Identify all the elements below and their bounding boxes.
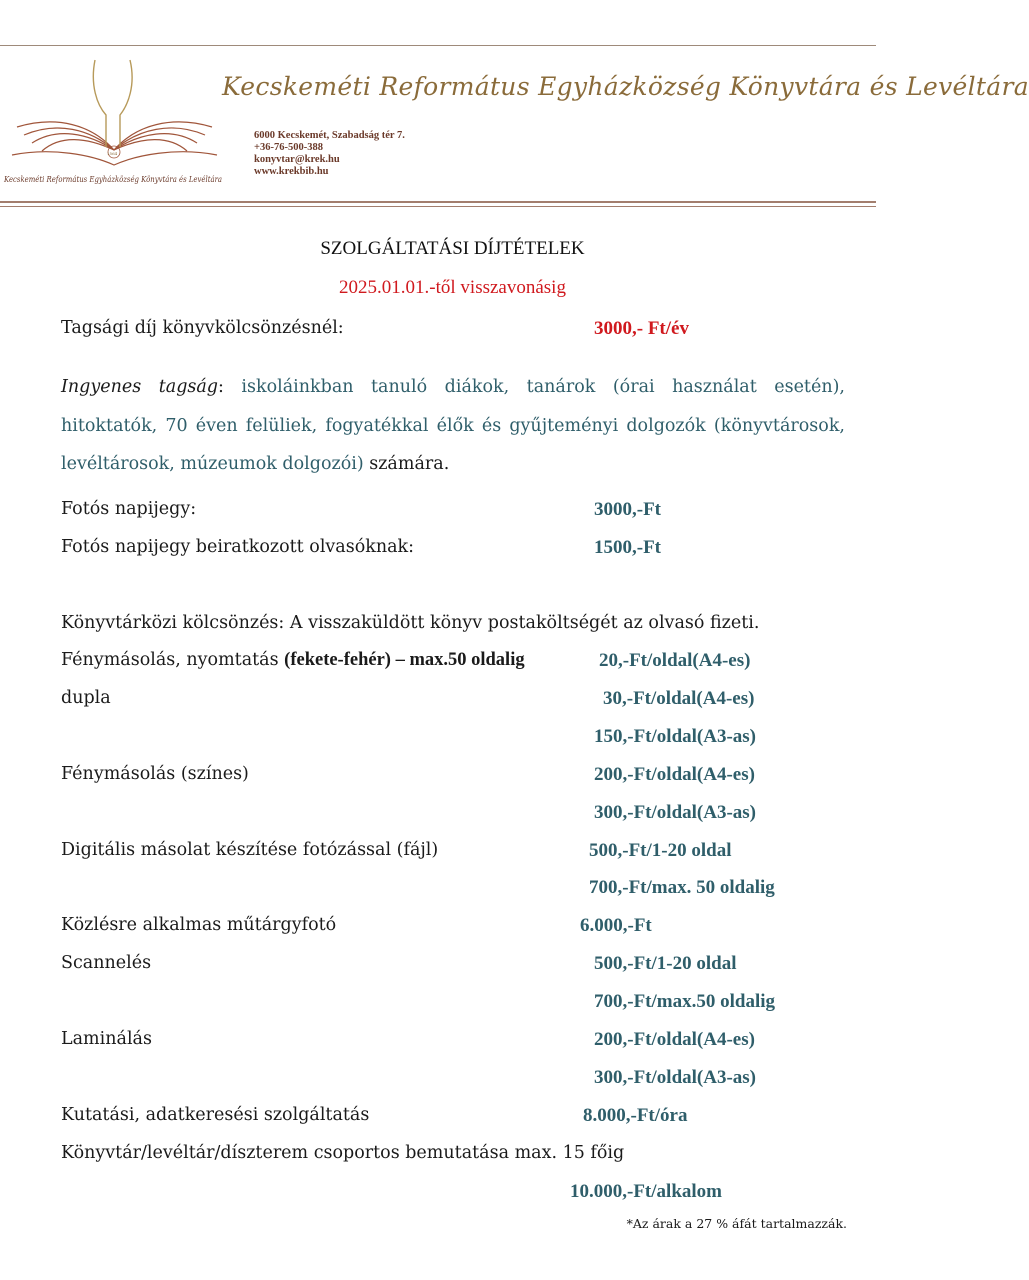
copy-bw-label <box>61 650 525 671</box>
contact-email: konyvtar@krek.hu <box>254 154 340 165</box>
vat-footnote: *Az árak a 27 % áfát tartalmazzák. <box>626 1216 847 1231</box>
contact-phone: +36-76-500-388 <box>254 142 323 153</box>
group-tour-label: Könyvtár/levéltár/díszterem csoportos bemutatása max. 15 főig <box>61 1143 625 1163</box>
research-label: Kutatási, adatkeresési szolgáltatás <box>61 1105 370 1125</box>
research-price: 8.000,-Ft/óra <box>583 1105 688 1126</box>
contact-block <box>254 130 405 178</box>
copy-bw-price: 20,-Ft/oldal(A4-es) <box>599 650 751 671</box>
art-photo-label: Közlésre alkalmas műtárgyfotó <box>61 915 337 935</box>
institution-title: Kecskeméti Református Egyházközség Könyvtára és Levéltára <box>222 72 1029 101</box>
logo-year: 1564 <box>107 151 118 156</box>
duplex-price: 30,-Ft/oldal(A4-es) <box>603 688 755 709</box>
color-a3-price: 300,-Ft/oldal(A3-as) <box>594 802 757 823</box>
photo-ticket-label: Fotós napijegy: <box>61 499 197 519</box>
free-membership-text: iskoláinkban tanuló diákok, tanárok (órai használat esetén), hitoktatók, 70 éven felüliek, fogyatékkal élők és gyűjteményi dolgozók (könyvtárosok, levéltárosok, múzeumok dolgozói) <box>61 377 845 474</box>
membership-label: Tagsági díj könyvkölcsönzésnél: <box>61 318 344 338</box>
photo-ticket-price: 3000,-Ft <box>594 499 662 520</box>
scanning-label: Scannelés <box>61 953 152 973</box>
color-copy-label: Fénymásolás (színes) <box>61 764 249 784</box>
interlibrary-loan-text: Könyvtárközi kölcsönzés: A visszaküldött könyv postaköltségét az olvasó fizeti. <box>61 613 760 633</box>
free-membership-paragraph <box>61 368 845 484</box>
header-bottom-rule <box>0 201 876 203</box>
contact-web: www.krekbib.hu <box>254 166 329 177</box>
free-membership-lead: Ingyenes tagság <box>61 377 219 397</box>
copy-bw-label-text: Fénymásolás, nyomtatás <box>61 650 285 670</box>
free-membership-tail: számára. <box>363 454 450 474</box>
scanning-price-2: 700,-Ft/max.50 oldalig <box>594 991 776 1012</box>
contact-address: 6000 Kecskemét, Szabadság tér 7. <box>254 130 405 141</box>
digital-copy-price-1: 500,-Ft/1-20 oldal <box>589 840 732 861</box>
header-top-rule <box>0 45 876 46</box>
lamination-price-2: 300,-Ft/oldal(A3-as) <box>594 1067 757 1088</box>
lamination-price-1: 200,-Ft/oldal(A4-es) <box>594 1029 755 1050</box>
art-photo-price: 6.000,-Ft <box>580 915 652 936</box>
header-bottom-rule-thin <box>0 206 876 207</box>
free-membership-colon: : <box>218 377 224 397</box>
bw-a3-price: 150,-Ft/oldal(A3-as) <box>594 726 757 747</box>
photo-ticket-member-price: 1500,-Ft <box>594 537 662 558</box>
digital-copy-price-2: 700,-Ft/max. 50 oldalig <box>589 877 775 898</box>
scanning-price-1: 500,-Ft/1-20 oldal <box>594 953 737 974</box>
validity-subtitle: 2025.01.01.-től visszavonásig <box>339 277 566 298</box>
logo-caption: Kecskeméti Református Egyházközség Könyvtára és Levéltára <box>4 175 276 185</box>
copy-bw-label-bold: (fekete-fehér) – max.50 oldalig <box>284 650 525 670</box>
photo-ticket-member-label: Fotós napijegy beiratkozott olvasóknak: <box>61 537 415 557</box>
membership-price: 3000,- Ft/év <box>594 318 689 339</box>
lamination-label: Laminálás <box>61 1029 152 1049</box>
group-tour-price: 10.000,-Ft/alkalom <box>570 1181 722 1202</box>
library-logo <box>2 55 276 190</box>
digital-copy-label: Digitális másolat készítése fotózással (fájl) <box>61 840 439 860</box>
color-a4-price: 200,-Ft/oldal(A4-es) <box>594 764 755 785</box>
page-title: SZOLGÁLTATÁSI DÍJTÉTELEK <box>320 238 585 259</box>
duplex-label: dupla <box>61 688 111 708</box>
